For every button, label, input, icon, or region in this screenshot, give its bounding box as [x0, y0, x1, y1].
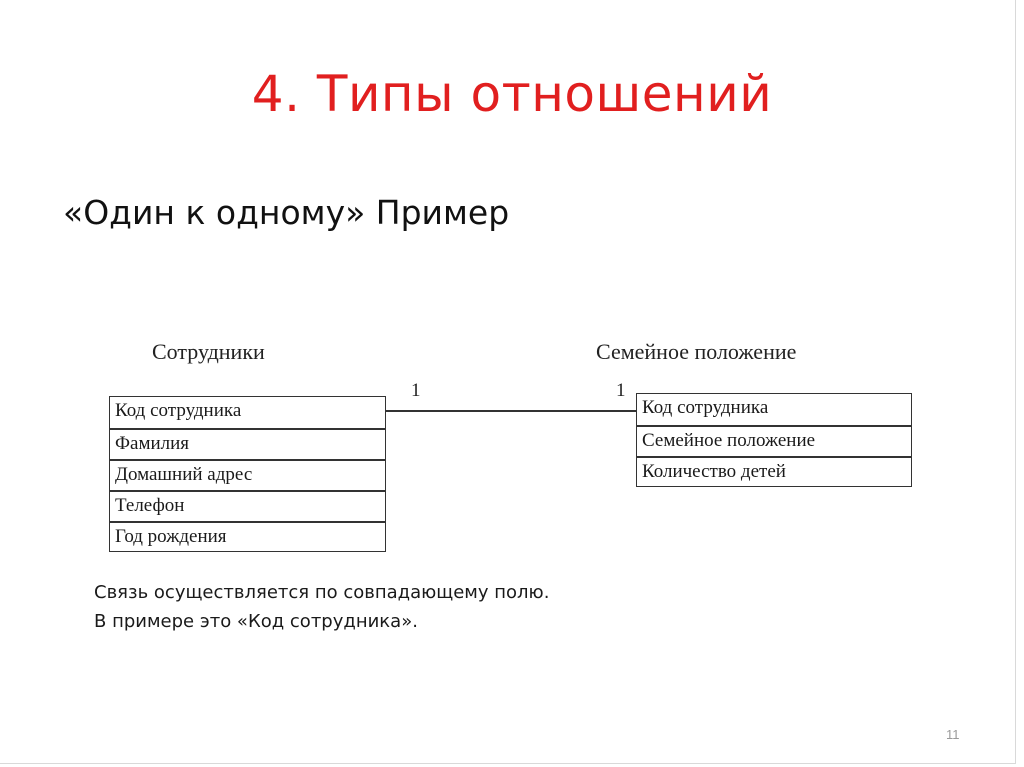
employees-field: Телефон [110, 490, 385, 521]
slide-subtitle: «Один к одному» Пример [63, 193, 510, 232]
note-line: В примере это «Код сотрудника». [94, 611, 418, 632]
right-cardinality-label: 1 [616, 380, 626, 401]
left-cardinality-label: 1 [411, 380, 421, 401]
employees-field: Фамилия [110, 428, 385, 459]
family-status-table-name: Семейное положение [596, 339, 797, 364]
note-line: Связь осуществляется по совпадающему полю. [94, 582, 550, 603]
family-status-field: Количество детей [637, 456, 911, 487]
employees-table-name: Сотрудники [152, 339, 265, 364]
employees-field: Год рождения [110, 521, 385, 552]
family-status-field: Код сотрудника [642, 397, 769, 418]
relationship-line [385, 410, 637, 412]
explanation-note [94, 578, 549, 636]
employees-table [109, 396, 386, 552]
family-status-table [636, 393, 912, 487]
employees-field: Код сотрудника [115, 400, 242, 421]
slide-title: 4. Типы отношений [251, 65, 773, 123]
page-number: 11 [946, 727, 960, 742]
family-status-field: Семейное положение [637, 425, 911, 456]
employees-field: Домашний адрес [110, 459, 385, 490]
